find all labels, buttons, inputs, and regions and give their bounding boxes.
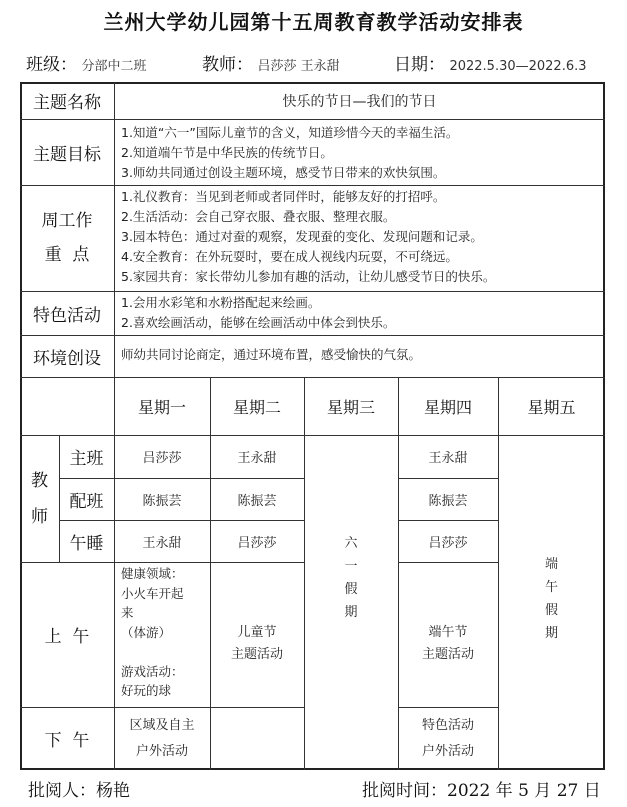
review-time-label: 批阅时间： — [362, 781, 447, 801]
day-header-fri: 星期五 — [527, 397, 576, 417]
teacher-group-label-line: 师 — [31, 506, 48, 527]
list-item: 1.礼仪教育：当见到老师或者同伴时，能够友好的打招呼。 — [121, 189, 446, 204]
special-list — [121, 293, 395, 333]
list-item: 2.知道端午节是中华民族的传统节日。 — [121, 145, 333, 160]
list-item: 小火车开起 — [121, 585, 184, 601]
list-item: 健康领域： — [121, 566, 184, 581]
review-time-value: 2022 年 5 月 27 日 — [447, 781, 601, 801]
list-item: 1.知道“六一”国际儿童节的含义，知道珍惜今天的幸福生活。 — [121, 125, 459, 140]
thu-afternoon — [398, 711, 498, 767]
list-item: 户外活动 — [421, 744, 474, 759]
reviewer — [28, 776, 130, 801]
thu-assist-teacher: 陈振芸 — [428, 493, 468, 509]
holiday-char: 六 — [344, 536, 358, 551]
holiday-char: 假 — [544, 603, 558, 618]
mon-afternoon — [114, 711, 210, 767]
reviewer-label: 批阅人： — [28, 781, 96, 801]
teacher-group-label — [20, 435, 59, 562]
list-item: 儿童节 — [237, 625, 277, 640]
list-item: 端午节 — [428, 625, 468, 640]
holiday-char: 端 — [544, 557, 558, 572]
holiday-char: 一 — [344, 559, 358, 574]
thu-morning — [398, 622, 498, 666]
list-item: 主题活动 — [421, 647, 474, 662]
date-value: 2022.5.30—2022.6.3 — [449, 59, 587, 74]
mon-main-teacher: 吕莎莎 — [142, 451, 182, 466]
day-header-wed: 星期三 — [326, 397, 375, 417]
mon-nap-teacher: 王永甜 — [142, 535, 182, 551]
week-focus-label — [20, 185, 114, 291]
list-item: 2.喜欢绘画活动，能够在绘画活动中体会到快乐。 — [121, 315, 396, 330]
teacher-info — [202, 50, 340, 75]
teacher-label: 教师： — [202, 55, 253, 75]
list-item: 3.师幼共同通过创设主题环境，感受节日带来的欢快氛围。 — [121, 165, 446, 180]
tue-main-teacher: 王永甜 — [237, 451, 277, 466]
env-label: 环境创设 — [33, 348, 101, 369]
day-header-tue: 星期二 — [232, 397, 281, 417]
theme-name-value: 快乐的节日—我们的节日 — [282, 93, 437, 110]
list-item — [121, 642, 184, 662]
divider — [398, 707, 498, 708]
teacher-group-label-line: 教 — [31, 470, 48, 491]
wed-holiday — [304, 532, 398, 624]
theme-goal-label: 主题目标 — [33, 144, 101, 165]
special-label: 特色活动 — [33, 305, 101, 326]
date-info — [394, 50, 587, 75]
week-focus-label-line: 周工作 — [41, 211, 93, 231]
list-item: （体游） — [121, 624, 172, 640]
week-focus-list — [121, 187, 495, 287]
nap-teacher-label: 午睡 — [69, 533, 104, 554]
tue-nap-teacher: 吕莎莎 — [237, 535, 277, 551]
list-item: 游戏活动： — [121, 663, 184, 679]
fri-holiday — [498, 553, 605, 645]
holiday-char: 期 — [544, 626, 558, 641]
teacher-value: 吕莎莎 王永甜 — [257, 59, 340, 74]
list-item: 好玩的球 — [121, 683, 172, 698]
class-info — [26, 50, 146, 75]
assist-teacher-label: 配班 — [69, 491, 104, 512]
thu-nap-teacher: 吕莎莎 — [428, 535, 468, 551]
main-teacher-label: 主班 — [69, 449, 104, 469]
thu-main-teacher: 王永甜 — [428, 451, 468, 466]
date-label: 日期： — [394, 55, 445, 75]
mon-morning — [121, 564, 184, 701]
page-title: 兰州大学幼儿园第十五周教育教学活动安排表 — [103, 10, 524, 34]
env-value: 师幼共同讨论商定，通过环境布置，感受愉快的气氛。 — [121, 347, 422, 362]
morning-label: 上 午 — [44, 627, 90, 647]
list-item: 区域及自主 — [129, 718, 195, 733]
tue-morning — [210, 622, 304, 666]
theme-goal-list — [121, 123, 458, 183]
mon-assist-teacher: 陈振芸 — [142, 493, 182, 509]
list-item: 主题活动 — [230, 647, 283, 662]
class-label: 班级： — [26, 55, 77, 75]
tue-assist-teacher: 陈振芸 — [237, 493, 277, 509]
list-item: 户外活动 — [135, 744, 188, 759]
list-item: 来 — [121, 605, 134, 620]
holiday-char: 期 — [344, 605, 358, 620]
review-time — [362, 776, 601, 801]
list-item: 2.生活活动：会自己穿衣服、叠衣服、整理衣服。 — [121, 209, 396, 224]
day-header-thu: 星期四 — [423, 397, 472, 417]
holiday-char: 午 — [544, 580, 558, 595]
class-value: 分部中二班 — [81, 59, 147, 74]
week-focus-label-line: 重 点 — [44, 245, 90, 265]
list-item: 5.家园共育：家长带幼儿参加有趣的活动，让幼儿感受节日的快乐。 — [121, 269, 496, 284]
reviewer-name: 杨艳 — [96, 781, 130, 801]
list-item: 特色活动 — [421, 718, 474, 733]
divider — [398, 562, 498, 563]
list-item: 3.园本特色：通过对蚕的观察，发现蚕的变化、发现问题和记录。 — [121, 229, 483, 244]
afternoon-label: 下 午 — [44, 731, 90, 751]
list-item: 4.安全教育：在外玩耍时，要在成人视线内玩耍，不可绕远。 — [121, 249, 458, 264]
day-header-mon: 星期一 — [137, 397, 186, 417]
theme-name-label: 主题名称 — [33, 93, 101, 113]
holiday-char: 假 — [344, 582, 358, 597]
list-item: 1.会用水彩笔和水粉搭配起来绘画。 — [121, 295, 321, 310]
